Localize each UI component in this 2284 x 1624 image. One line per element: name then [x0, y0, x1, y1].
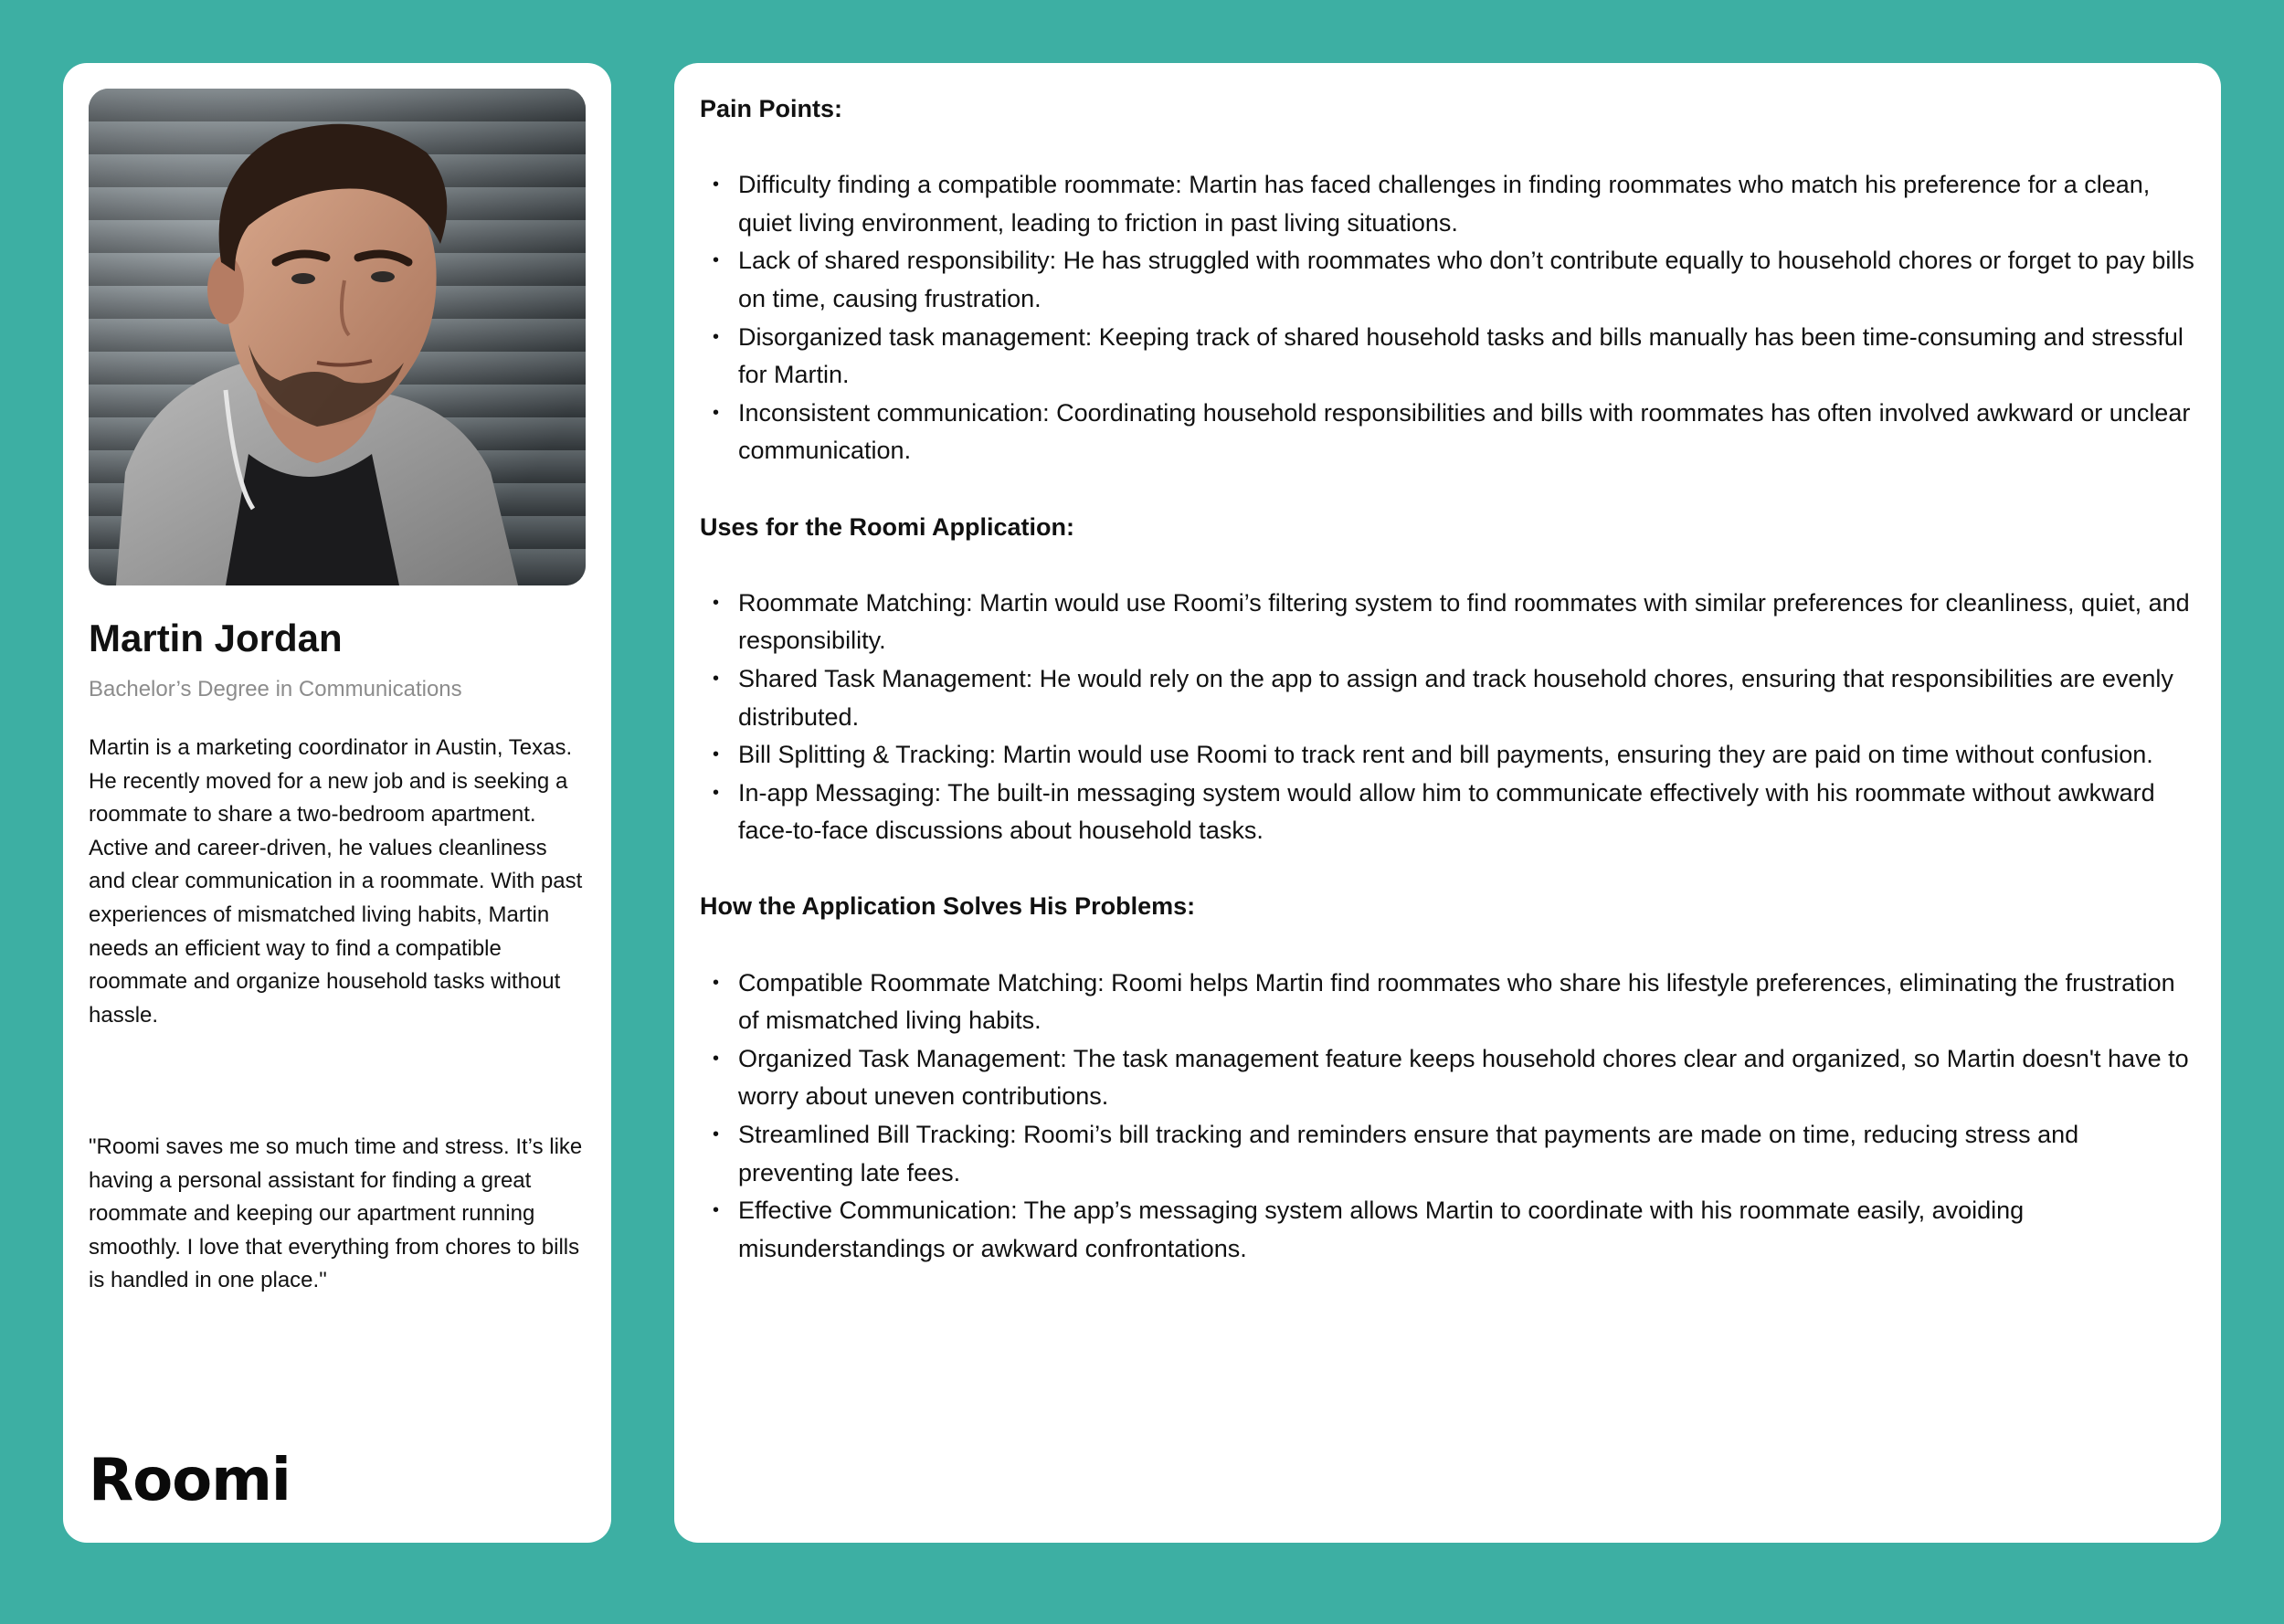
- list-item: • Effective Communication: The app’s messaging system allows Martin to coordinate with his roommate easily, avoiding misunderstandings or awkward confrontations.: [700, 1192, 2195, 1268]
- solutions-section: [700, 888, 2195, 1268]
- list-item: • Streamlined Bill Tracking: Roomi’s bill tracking and reminders ensure that payments are made on time, reducing stress and preventing late fees.: [700, 1116, 2195, 1192]
- persona-quote: "Roomi saves me so much time and stress. It’s like having a personal assistant for finding a great roommate and keeping our apartment running smoothly. I love that everything from chores to bills is handled in one place.": [89, 1134, 583, 1293]
- profile-photo: [89, 89, 586, 585]
- roomi-logo: Roomi: [89, 1447, 291, 1514]
- list-item: • In-app Messaging: The built-in messaging system would allow him to communicate effectively with his roommate without awkward face-to-face discussions about household tasks.: [700, 775, 2195, 850]
- list-item: • Bill Splitting & Tracking: Martin would use Roomi to track rent and bill payments, ensuring they are paid on time without confusion.: [700, 736, 2195, 775]
- profile-card: [63, 63, 611, 1543]
- solutions-list: [700, 965, 2195, 1269]
- list-item: • Disorganized task management: Keeping track of shared household tasks and bills manually has been time-consuming and stressful for Martin.: [700, 319, 2195, 395]
- persona-name: Martin Jordan: [89, 617, 343, 659]
- list-item: • Roommate Matching: Martin would use Roomi’s filtering system to find roommates with similar preferences for cleanliness, quiet, and responsibility.: [700, 585, 2195, 660]
- uses-list: [700, 585, 2195, 850]
- section-heading: How the Application Solves His Problems:: [700, 892, 1196, 921]
- pain-points-section: [700, 90, 2195, 470]
- list-item: • Difficulty finding a compatible roommate: Martin has faced challenges in finding roommates who match his preference for a clean, quiet living environment, leading to friction in past living situations.: [700, 166, 2195, 242]
- list-item: • Shared Task Management: He would rely on the app to assign and track household chores, ensuring that responsibilities are evenly distributed.: [700, 660, 2195, 736]
- uses-section: [700, 509, 2195, 850]
- section-heading: Pain Points:: [700, 95, 843, 122]
- pain-points-list: [700, 166, 2195, 470]
- list-item: • Inconsistent communication: Coordinating household responsibilities and bills with roommates has often involved awkward or unclear communication.: [700, 395, 2195, 470]
- list-item: • Compatible Roommate Matching: Roomi helps Martin find roommates who share his lifestyle preferences, eliminating the frustration of mismatched living habits.: [700, 965, 2195, 1040]
- persona-degree: Bachelor’s Degree in Communications: [89, 677, 462, 701]
- section-heading: Uses for the Roomi Application:: [700, 512, 1075, 541]
- list-item: • Lack of shared responsibility: He has struggled with roommates who don’t contribute equally to household chores or forget to pay bills on time, causing frustration.: [700, 242, 2195, 318]
- details-card: [674, 63, 2221, 1543]
- list-item: • Organized Task Management: The task management feature keeps household chores clear and organized, so Martin doesn't have to worry about uneven contributions.: [700, 1040, 2195, 1116]
- persona-bio: Martin is a marketing coordinator in Austin, Texas. He recently moved for a new job and is seeking a roommate to share a two-bedroom apartment. Active and career-driven, he values cleanliness and clear communication in a roommate. With past experiences of mismatched living habits, Martin needs an efficient way to find a compatible roommate and organize household tasks without hassle.: [89, 735, 583, 1028]
